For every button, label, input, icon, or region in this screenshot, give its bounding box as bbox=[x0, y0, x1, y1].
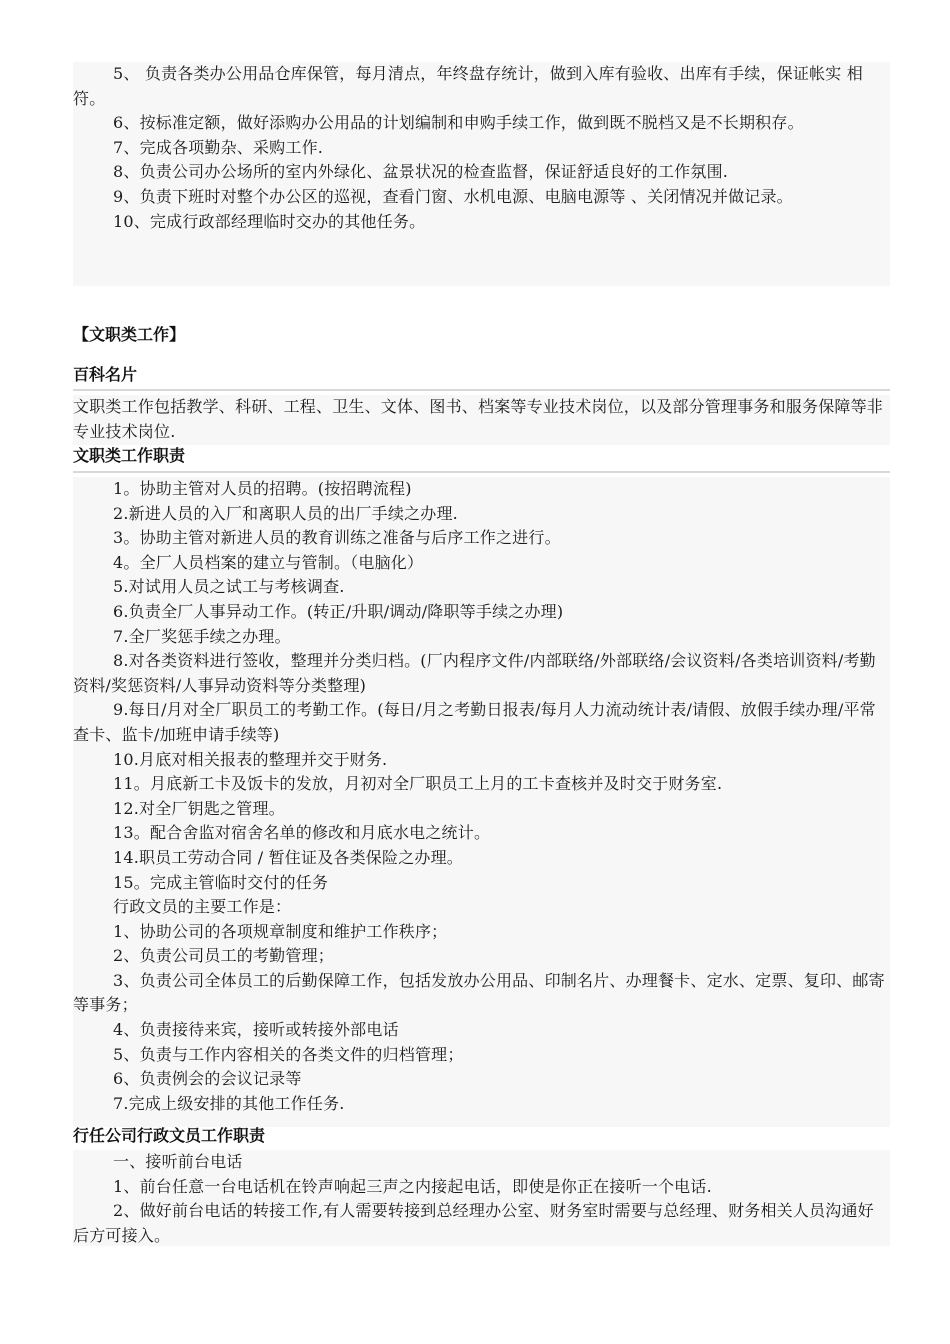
list-item: 行政文员的主要工作是： bbox=[113, 897, 292, 917]
list-item: 9.每日/月对全厂职员工的考勤工作。(每日/月之考勤日报表/每月人力流动统计表/请假、放假手续办理/平常查卡、监卡/加班申请手续等) bbox=[73, 700, 876, 744]
company-title: 行任公司行政文员工作职责 bbox=[73, 1126, 266, 1145]
list-item: 7.完成上级安排的其他工作任务. bbox=[113, 1093, 345, 1113]
list-item: 1。协助主管对人员的招聘。(按招聘流程) bbox=[113, 479, 412, 498]
list-item: 5、 负责各类办公用品仓库保管，每月清点，年终盘存统计，做到入库有验收、出库有手续，保证帐实 相符。 bbox=[73, 64, 863, 108]
list-item: 9、负责下班时对整个办公区的巡视，查看门窗、水机电源、电脑电源等 、关闭情况并做记录。 bbox=[113, 186, 793, 206]
baike-title: 百科名片 bbox=[73, 365, 138, 384]
list-item: 7.全厂奖惩手续之办理。 bbox=[113, 626, 291, 646]
list-item: 一、接听前台电话 bbox=[113, 1152, 243, 1171]
list-item: 14.职员工劳动合同 / 暂住证及各类保险之办理。 bbox=[113, 847, 464, 867]
office-supplies-duties-block bbox=[73, 62, 890, 286]
list-item: 3。协助主管对新进人员的教育训练之准备与后序工作之进行。 bbox=[113, 528, 561, 548]
list-item: 7、完成各项勤杂、采购工作. bbox=[113, 137, 324, 157]
list-item: 8、负责公司办公场所的室内外绿化、盆景状况的检查监督，保证舒适良好的工作氛围. bbox=[113, 162, 729, 182]
section-title: 【文职类工作】 bbox=[73, 325, 186, 344]
list-item: 5、负责与工作内容相关的各类文件的归档管理； bbox=[113, 1044, 464, 1064]
list-item: 4。全厂人员档案的建立与管制。（电脑化） bbox=[113, 552, 424, 572]
list-item: 6、负责例会的会议记录等 bbox=[113, 1069, 302, 1089]
list-item: 5.对试用人员之试工与考核调查. bbox=[113, 577, 345, 597]
list-item: 2.新进人员的入厂和离职人员的出厂手续之办理. bbox=[113, 503, 458, 523]
company-duties-block bbox=[73, 1150, 890, 1246]
list-item: 3、负责公司全体员工的后勤保障工作，包括发放办公用品、印制名片、办理餐卡、定水、定票、复印、邮寄等事务； bbox=[73, 970, 885, 1015]
list-item: 4、负责接待来宾，接听或转接外部电话 bbox=[113, 1020, 399, 1040]
list-item: 2、负责公司员工的考勤管理； bbox=[113, 946, 334, 966]
list-item: 6、按标准定额，做好添购办公用品的计划编制和申购手续工作，做到既不脱档又是不长期积存。 bbox=[113, 113, 804, 133]
list-item: 13。配合舍监对宿舍名单的修改和月底水电之统计。 bbox=[113, 823, 491, 843]
list-item: 15。完成主管临时交付的任务 bbox=[113, 872, 329, 892]
list-item: 6.负责全厂人事异动工作。(转正/升职/调动/降职等手续之办理) bbox=[113, 601, 564, 621]
list-item: 12.对全厂钥匙之管理。 bbox=[113, 798, 285, 818]
baike-text: 文职类工作包括教学、科研、工程、卫生、文体、图书、档案等专业技术岗位，以及部分管理事务和服务保障等非专业技术岗位. bbox=[73, 397, 884, 441]
list-item: 10、完成行政部经理临时交办的其他任务。 bbox=[113, 211, 426, 231]
list-item: 11。月底新工卡及饭卡的发放，月初对全厂职员工上月的工卡查核并及时交于财务室. bbox=[113, 774, 723, 794]
list-item: 8.对各类资料进行签收，整理并分类归档。(厂内程序文件/内部联络/外部联络/会议资料/各类培训资料/考勤资料/奖惩资料/人事异动资料等分类整理) bbox=[73, 651, 876, 695]
duties-block bbox=[73, 477, 890, 1127]
divider bbox=[73, 389, 890, 391]
baike-text-block bbox=[73, 395, 890, 445]
list-item: 10.月底对相关报表的整理并交于财务. bbox=[113, 749, 388, 769]
divider bbox=[73, 471, 890, 473]
list-item: 2、做好前台电话的转接工作,有人需要转接到总经理办公室、财务室时需要与总经理、财务相关人员沟通好后方可接入。 bbox=[73, 1201, 874, 1245]
list-item: 1、前台任意一台电话机在铃声响起三声之内接起电话，即使是你正在接听一个电话. bbox=[113, 1176, 712, 1196]
list-item: 1、协助公司的各项规章制度和维护工作秩序； bbox=[113, 921, 448, 941]
duties-title: 文职类工作职责 bbox=[73, 446, 186, 465]
